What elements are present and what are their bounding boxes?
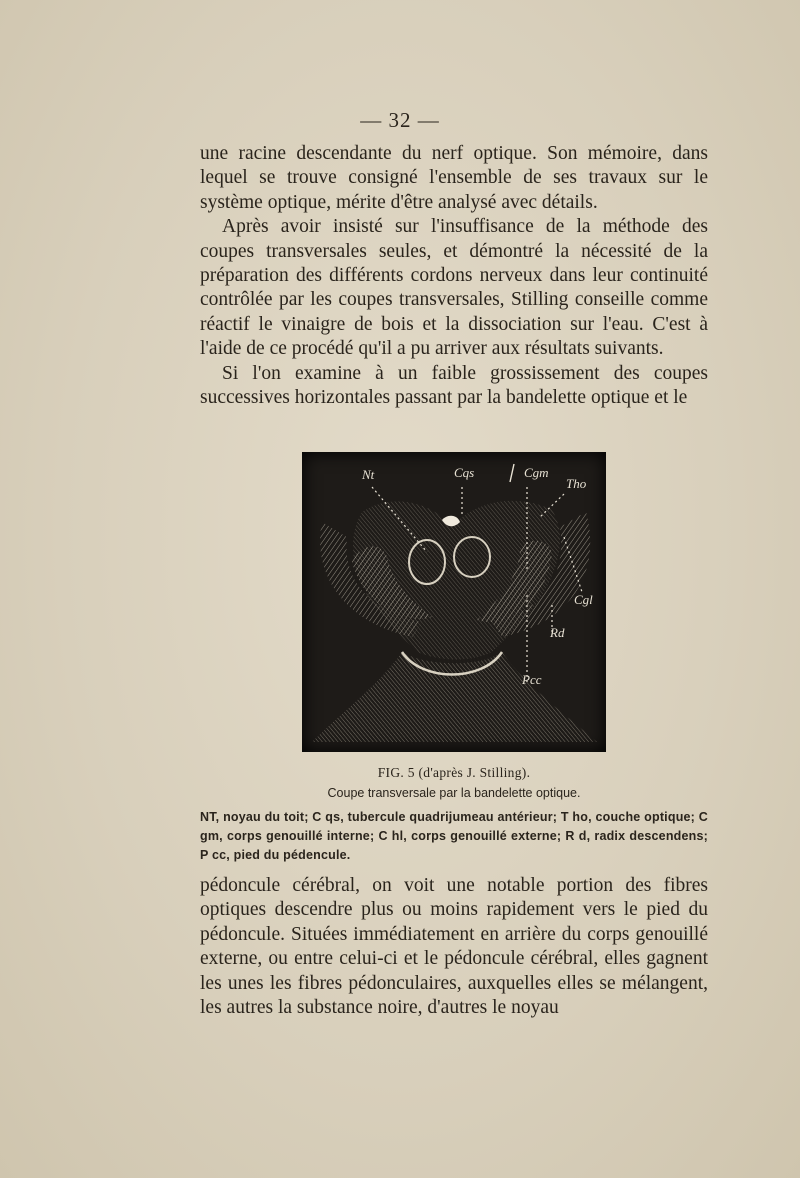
label-rd: Rd bbox=[550, 625, 565, 640]
paragraph: pédoncule cérébral, on voit une notable portion des fibres optiques descendre plus ou moins rapidement vers le pied du pédoncule. Situées immédiatement en arrière du corps genouillé externe, ou entre celui-ci et le pédoncule cérébral, elles gagnent les unes les fibres pédonculaires, auxquelles elles se mélangent, les autres la substance noire, d'autres le noyau bbox=[200, 875, 708, 1019]
paragraph: Si l'on examine à un faible grossissement des coupes successives horizontales passant par la bandelette optique et le bbox=[200, 362, 708, 409]
label-cgm: Cgm bbox=[524, 465, 549, 480]
label-cqs: Cqs bbox=[454, 465, 475, 480]
figure-engraving bbox=[302, 452, 606, 752]
top-text-block bbox=[200, 142, 708, 410]
brain-section-illustration bbox=[302, 452, 606, 752]
label-nt: Nt bbox=[362, 467, 375, 482]
peduncle-stem bbox=[312, 652, 597, 742]
bottom-text-block bbox=[200, 874, 708, 1020]
figure-caption-title: FIG. 5 (d'après J. Stilling). bbox=[377, 765, 531, 780]
page-number: — 32 — bbox=[360, 108, 440, 132]
paragraph: une racine descendante du nerf optique. Son mémoire, dans lequel se trouve consigné l'ensemble de ses travaux sur le système optique, mérite d'être analysé avec détails. bbox=[200, 143, 708, 213]
label-tho: Tho bbox=[566, 476, 587, 491]
label-pcc: Pcc bbox=[522, 672, 542, 687]
label-cgl: Cgl bbox=[574, 592, 593, 607]
separator-tick bbox=[510, 464, 514, 482]
figure-caption-subtitle: Coupe transversale par la bandelette optique. bbox=[327, 786, 581, 800]
figure-legend: NT, noyau du toit; C qs, tubercule quadrijumeau antérieur; T ho, couche optique; C gm, corps genouillé interne; C hl, corps genouillé externe; R d, radix descendens; P cc, pied du pédencule. bbox=[200, 810, 708, 862]
paragraph: Après avoir insisté sur l'insuffisance de la méthode des coupes transversales seules, et démontré la nécessité de la préparation des différents cordons nerveux dans leur continuité contrôlée par les coupes transversales, Stilling conseille comme réactif le vinaigre de bois et la dissociation sur l'eau. C'est à l'aide de ce procédé qu'il a pu arriver aux résultats suivants. bbox=[200, 216, 708, 360]
